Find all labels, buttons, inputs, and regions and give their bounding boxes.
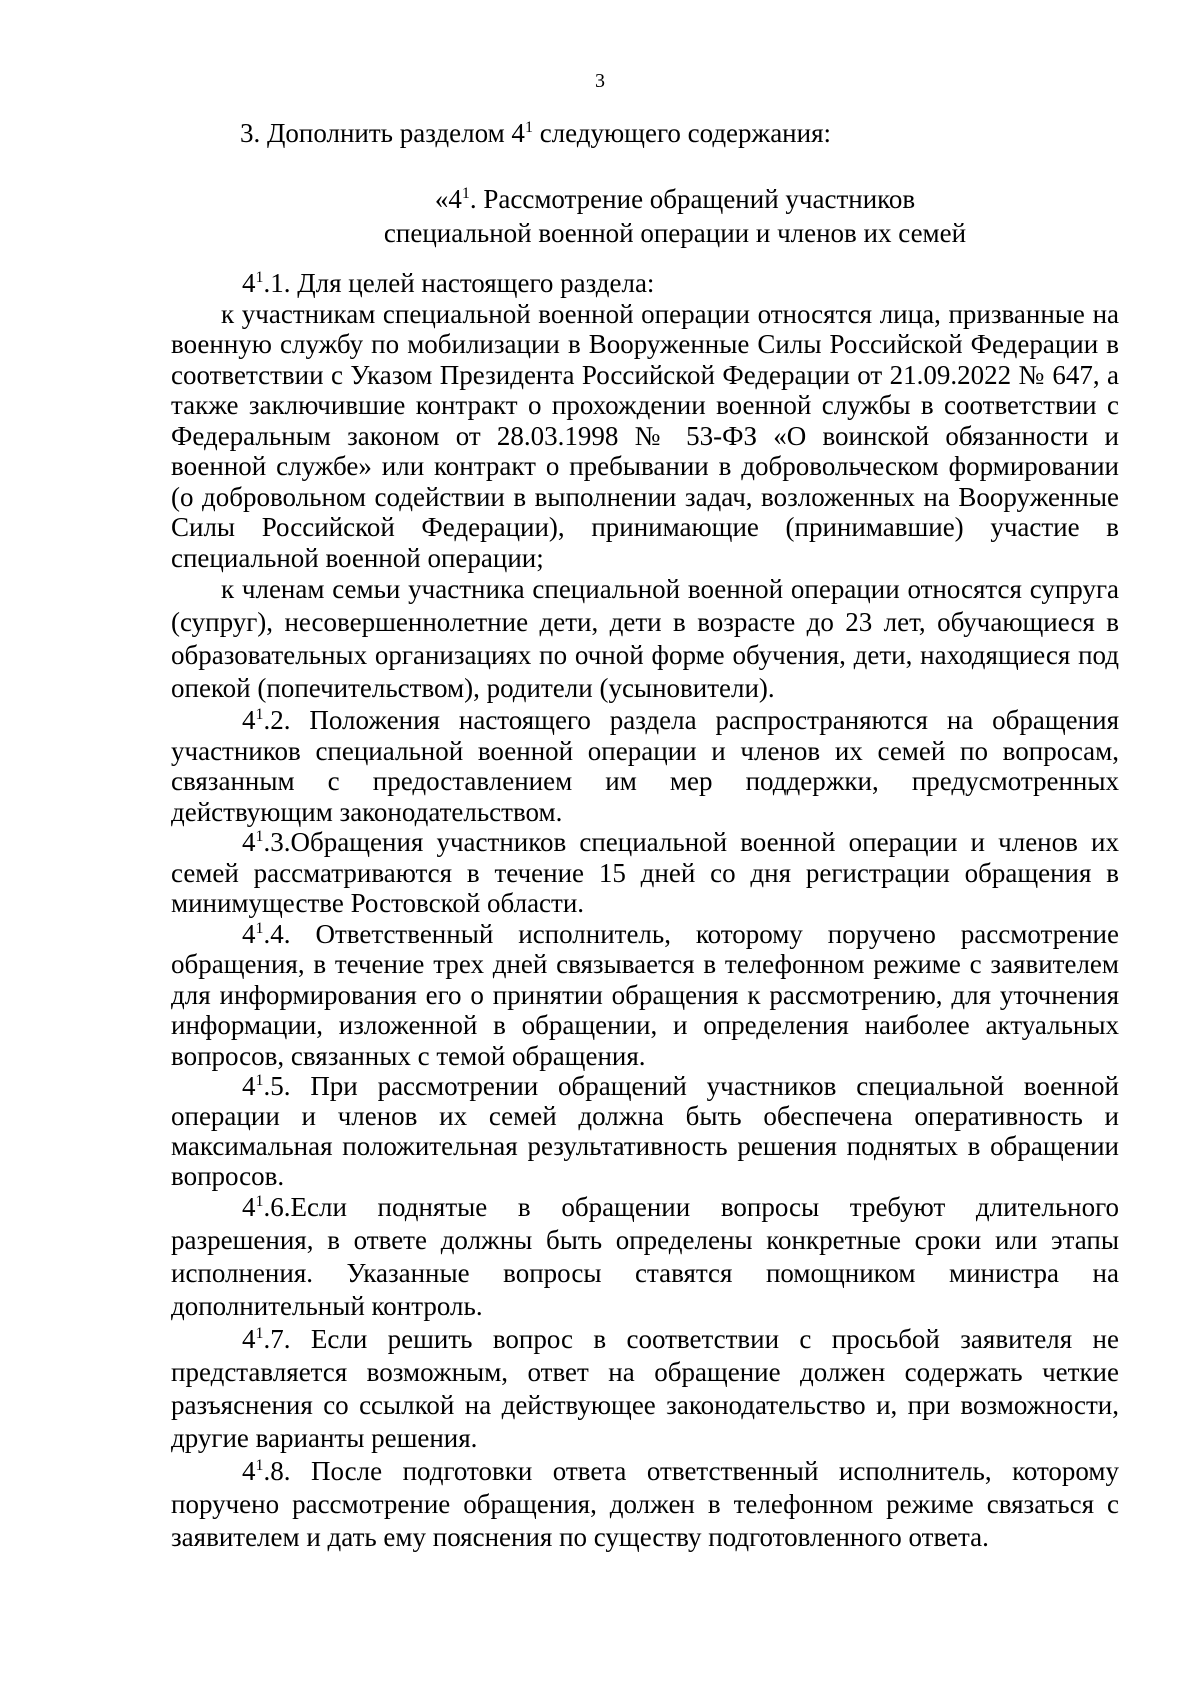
clause-text: .6.Если поднятые в обращении вопросы требуют длительного разрешения, в ответе должны быть определены конкретные сроки или этапы исполнения. Указанные вопросы ставятся помощником министра на дополнительный контроль. [171, 1192, 1119, 1321]
section-title-superscript: 1 [461, 185, 470, 202]
clause-4-1-4 [171, 919, 1119, 1072]
clause-text: .4. Ответственный исполнитель, которому поручено рассмотрение обращения, в течение трех дней связывается в телефонном режиме с заявителем для информирования его о принятии обращения к рассмотрению, для уточнения информации, изложенной в обращении, и определения наиболее актуальных вопросов, связанных с темой обращения. [171, 918, 1119, 1071]
clause-number: 4 [242, 1192, 256, 1222]
clause-number: 4 [242, 705, 256, 735]
clause-text: .1. Для целей настоящего раздела: [263, 268, 655, 298]
clause-superscript: 1 [255, 269, 264, 286]
section-title-text: . Рассмотрение обращений участников [469, 184, 916, 214]
lead-superscript: 1 [524, 119, 533, 136]
clause-4-1-7 [171, 1323, 1119, 1455]
family-definition: к членам семьи участника специальной военной операции относятся супруга (супруг), несовершеннолетние дети, дети в возрасте до 23 лет, обучающиеся в образовательных организациях по очной форме обучения, дети, находящиеся под опекой (попечительством), родители (усыновители). [171, 574, 1119, 703]
clause-superscript: 1 [255, 828, 264, 845]
clause-superscript: 1 [255, 919, 264, 937]
clause-text: .8. После подготовки ответа ответственный исполнитель, которому поручено рассмотрение обращения, должен в телефонном режиме связаться с заявителем и дать ему пояснения по существу подготовленного ответа. [171, 1456, 1119, 1552]
clause-number: 4 [242, 827, 256, 857]
clause-superscript: 1 [255, 1072, 264, 1089]
clause-4-1-8 [171, 1455, 1119, 1554]
clause-number: 4 [242, 1071, 256, 1101]
clause-text: .3.Обращения участников специальной военной операции и членов их семей рассматриваются в течение 15 дней со дня регистрации обращения в минимуществе Ростовской области. [171, 827, 1119, 918]
clause-superscript: 1 [255, 1325, 264, 1342]
section-title [0, 182, 1200, 250]
clause-text: .5. При рассмотрении обращений участников специальной военной операции и членов их семей должна быть обеспечена оперативность и максимальная положительная результативность решения поднятых в обращении вопросов. [171, 1071, 1119, 1191]
clause-number: 4 [242, 1324, 256, 1354]
clause-4-1-1 [171, 268, 1119, 299]
section-title-prefix: «4 [434, 184, 462, 214]
clause-4-1-3 [171, 827, 1119, 919]
document-body [171, 268, 1119, 1554]
clause-number: 4 [242, 268, 256, 298]
section-title-line-1 [0, 182, 1200, 216]
clause-4-1-2 [171, 705, 1119, 827]
lead-sentence [240, 118, 831, 149]
clause-number: 4 [242, 918, 256, 949]
clause-4-1-5 [171, 1071, 1119, 1191]
clause-text: .7. Если решить вопрос в соответствии с просьбой заявителя не представляется возможным, ответ на обращение должен содержать четкие разъяснения со ссылкой на действующее законодательство и, при возможности, другие варианты решения. [171, 1324, 1119, 1453]
clause-4-1-6 [171, 1191, 1119, 1323]
clause-superscript: 1 [255, 1193, 264, 1210]
clause-number: 4 [242, 1456, 256, 1486]
participants-definition: к участникам специальной военной операции относятся лица, призванные на военную службу по мобилизации в Вооруженные Силы Российской Федерации в соответствии с Указом Президента Российской Федерации от 21.09.2022 № 647, а также заключившие контракт о прохождении военной службы в соответствии с Федеральным законом от 28.03.1998 № 53-ФЗ «О воинской обязанности и военной службе» или контракт о пребывании в добровольческом формировании (о добровольном содействии в выполнении задач, возложенных на Вооруженные Силы Российской Федерации), принимающие (принимавшие) участие в специальной военной операции; [171, 298, 1119, 573]
clause-superscript: 1 [255, 706, 264, 723]
section-title-line-2: специальной военной операции и членов их семей [383, 218, 967, 248]
clause-superscript: 1 [255, 1457, 264, 1474]
lead-text: 3. Дополнить разделом 4 [240, 118, 525, 148]
page-number: 3 [595, 70, 605, 92]
lead-text-end: следующего содержания: [532, 118, 831, 148]
clause-text: .2. Положения настоящего раздела распространяются на обращения участников специальной военной операции и членов их семей по вопросам, связанным с предоставлением им мер поддержки, предусмотренных действующим законодательством. [171, 705, 1119, 827]
